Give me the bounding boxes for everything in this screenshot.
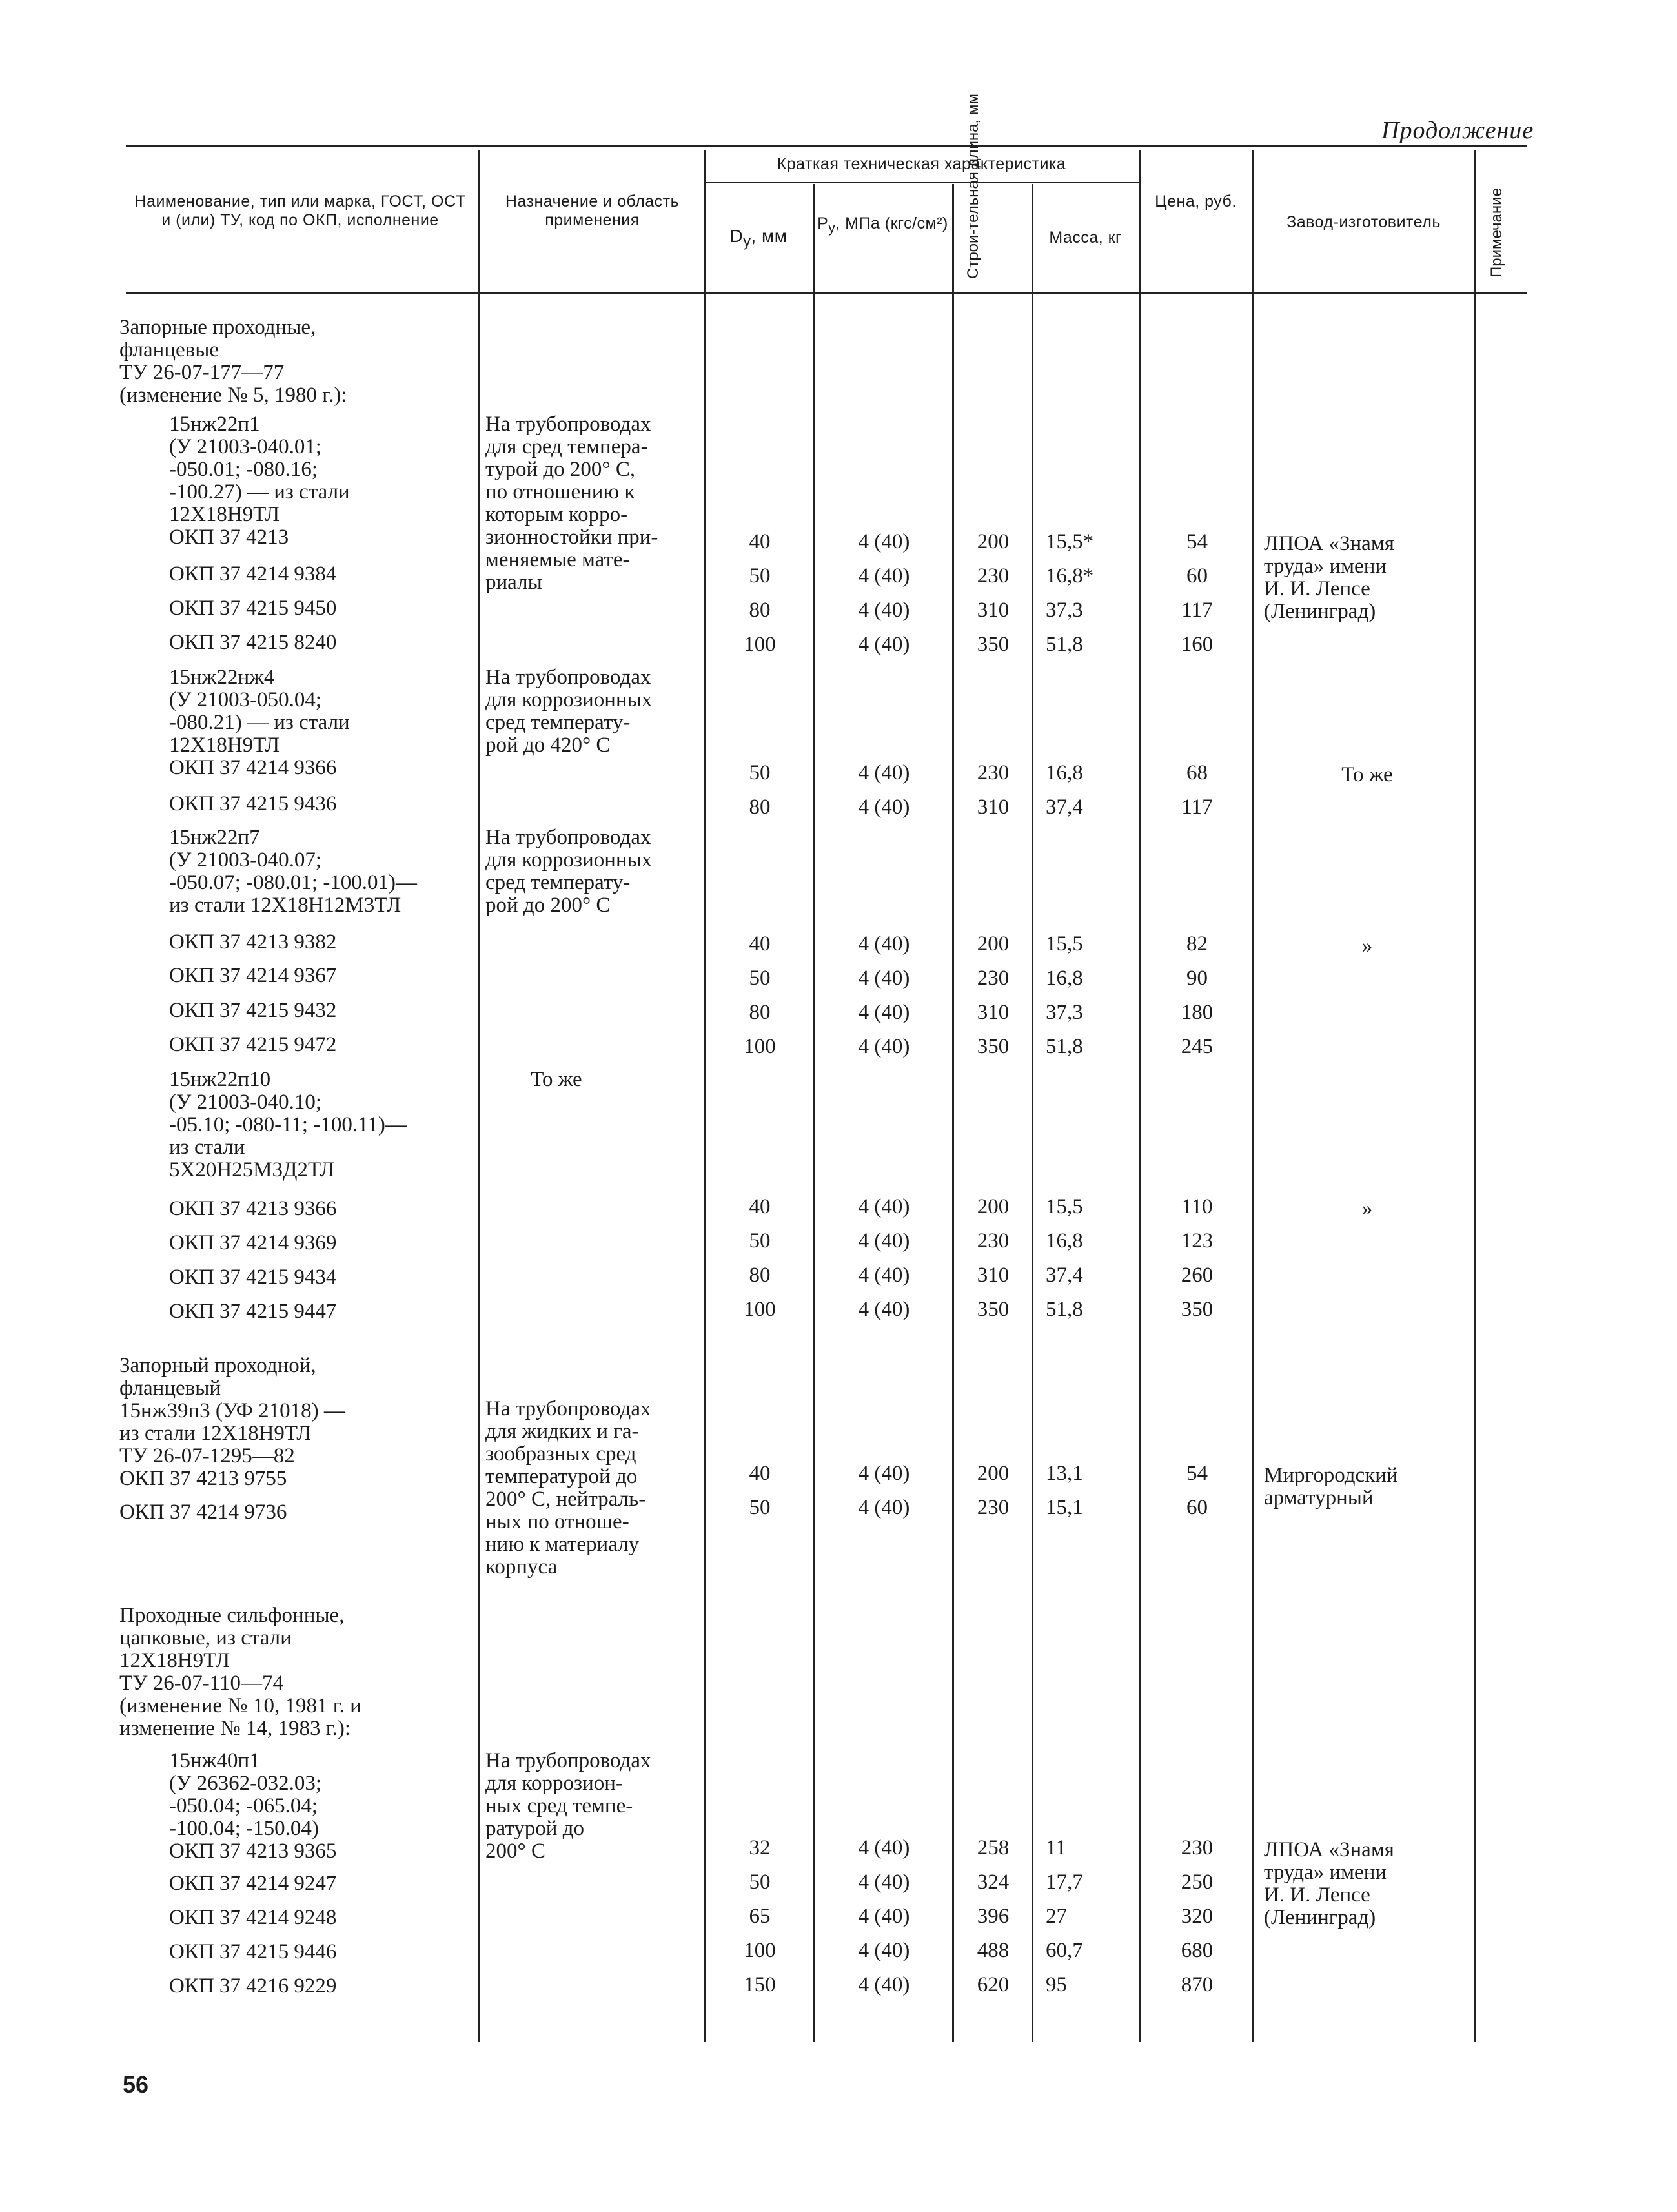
header-note: Примечание: [1488, 188, 1505, 278]
col-divider: [1252, 150, 1254, 2042]
cell-dy: 50: [749, 761, 771, 784]
cell-price: 110: [1181, 1195, 1213, 1218]
cell-length: 324: [977, 1870, 1010, 1894]
item-name: 15нж22нж4 (У 21003-050.04; -080.21) — из стали 12Х18Н9ТЛ ОКП 37 4214 9366: [169, 666, 350, 779]
item-name: Проходные сильфонные, цапковые, из стали 12Х18Н9ТЛ ТУ 26-07-110—74 (изменение № 10, 1981 г. и изменение № 14, 1983 г.):: [119, 1604, 361, 1740]
item-name: ОКП 37 4214 9384: [169, 562, 337, 586]
item-name: 15нж22п10 (У 21003-040.10; -05.10; -080-11; -100.11)— из стали 5Х20Н25М3Д2ТЛ: [169, 1068, 407, 1182]
cell-mass: 17,7: [1046, 1870, 1083, 1894]
cell-mass: 11: [1046, 1836, 1066, 1859]
item-plant: ЛПОА «Знамя труда» имени И. И. Лепсе (Ленинград): [1264, 532, 1394, 623]
cell-length: 200: [977, 1462, 1010, 1485]
cell-length: 310: [977, 599, 1010, 622]
item-name: ОКП 37 4215 8240: [169, 631, 337, 654]
item-name: ОКП 37 4216 9229: [169, 1974, 337, 1998]
cell-py: 4 (40): [858, 1229, 910, 1253]
cell-dy: 80: [749, 795, 771, 819]
cell-price: 90: [1186, 967, 1208, 990]
cell-length: 200: [977, 530, 1010, 553]
cell-py: 4 (40): [858, 599, 910, 622]
cell-py: 4 (40): [858, 1195, 910, 1218]
cell-mass: 16,8: [1046, 761, 1083, 784]
cell-mass: 16,8: [1046, 1229, 1083, 1253]
cell-mass: 51,8: [1046, 1298, 1083, 1321]
item-purpose: На трубопроводах для сред темпера- турой до 200° С, по отношению к которым корро- зионностойки при- меняемые мате- риалы: [485, 413, 658, 594]
cell-py: 4 (40): [858, 1298, 910, 1321]
item-name: ОКП 37 4215 9447: [169, 1300, 337, 1323]
cell-length: 350: [977, 1298, 1010, 1321]
cell-length: 230: [977, 761, 1010, 784]
cell-dy: 50: [749, 564, 771, 588]
cell-price: 60: [1186, 564, 1208, 588]
cell-price: 870: [1181, 1973, 1214, 1996]
item-name: 15нж40п1 (У 26362-032.03; -050.04; -065.04; -100.04; -150.04) ОКП 37 4213 9365: [169, 1749, 337, 1863]
col-divider: [1139, 150, 1141, 2042]
cell-price: 260: [1181, 1264, 1214, 1287]
cell-dy: 100: [744, 1298, 776, 1321]
cell-dy: 150: [744, 1973, 776, 1996]
cell-length: 488: [977, 1939, 1010, 1962]
item-name: ОКП 37 4214 9247: [169, 1872, 337, 1895]
cell-length: 350: [977, 1035, 1010, 1058]
cell-length: 230: [977, 1229, 1010, 1253]
item-name: ОКП 37 4214 9369: [169, 1231, 337, 1254]
cell-py: 4 (40): [858, 795, 910, 819]
cell-py: 4 (40): [858, 530, 910, 553]
col-divider: [813, 184, 815, 2042]
header-tech: Краткая техническая характеристика: [777, 155, 1066, 173]
cell-mass: 13,1: [1046, 1462, 1083, 1485]
continuation-label: Продолжение: [1381, 117, 1534, 144]
item-name: ОКП 37 4215 9446: [169, 1940, 337, 1963]
header-plant: Завод-изготовитель: [1286, 213, 1441, 231]
cell-price: 60: [1186, 1496, 1208, 1519]
cell-price: 320: [1181, 1905, 1214, 1928]
item-plant: »: [1361, 934, 1373, 958]
cell-price: 117: [1181, 795, 1213, 819]
header-length: Строи-тельная длина, мм: [964, 94, 982, 279]
cell-dy: 50: [749, 1870, 771, 1894]
col-divider: [478, 150, 480, 2042]
cell-py: 4 (40): [858, 1836, 910, 1859]
cell-dy: 32: [749, 1836, 771, 1859]
item-name: ОКП 37 4215 9434: [169, 1265, 337, 1289]
cell-price: 180: [1181, 1001, 1214, 1024]
cell-price: 123: [1181, 1229, 1214, 1253]
cell-length: 258: [977, 1836, 1010, 1859]
item-name: ОКП 37 4215 9450: [169, 597, 337, 620]
item-plant: То же: [1341, 763, 1393, 786]
cell-py: 4 (40): [858, 1035, 910, 1058]
cell-dy: 40: [749, 932, 771, 956]
item-purpose: На трубопроводах для коррозионных сред температу- рой до 420° С: [485, 666, 653, 757]
item-name: 15нж22п1 (У 21003-040.01; -050.01; -080.16; -100.27) — из стали 12Х18Н9ТЛ ОКП 37 4213: [169, 413, 350, 549]
cell-length: 350: [977, 633, 1010, 656]
table-top-rule: [126, 145, 1527, 147]
cell-price: 68: [1186, 761, 1208, 784]
cell-price: 54: [1186, 1462, 1208, 1485]
page-number: 56: [123, 2071, 149, 2098]
cell-price: 230: [1181, 1836, 1214, 1859]
cell-dy: 80: [749, 1001, 771, 1024]
cell-mass: 27: [1046, 1905, 1067, 1928]
cell-dy: 40: [749, 530, 771, 553]
cell-price: 160: [1181, 633, 1214, 656]
item-name: 15нж22п7 (У 21003-040.07; -050.07; -080.01; -100.01)— из стали 12Х18Н12М3ТЛ: [169, 826, 418, 917]
cell-dy: 65: [749, 1905, 771, 1928]
item-purpose: На трубопроводах для жидких и га- зообразных сред температурой до 200° С, нейтраль- ных по отноше- нию к материалу корпуса: [485, 1397, 651, 1579]
cell-length: 230: [977, 1496, 1010, 1519]
cell-dy: 50: [749, 1496, 771, 1519]
header-py: $P_у$, МПа (кгс/см²): [817, 214, 948, 236]
cell-py: 4 (40): [858, 633, 910, 656]
cell-mass: 51,8: [1046, 633, 1083, 656]
col-divider: [952, 184, 954, 2042]
header-purpose: Назначение и область применения: [505, 192, 680, 229]
cell-py: 4 (40): [858, 1870, 910, 1894]
cell-dy: 50: [749, 1229, 771, 1253]
cell-dy: 100: [744, 1035, 776, 1058]
item-name: Запорные проходные, фланцевые ТУ 26-07-177—77 (изменение № 5, 1980 г.):: [119, 316, 347, 407]
cell-length: 200: [977, 932, 1010, 956]
cell-py: 4 (40): [858, 1264, 910, 1287]
item-name: ОКП 37 4215 9472: [169, 1033, 337, 1056]
cell-length: 310: [977, 1264, 1010, 1287]
cell-dy: 50: [749, 967, 771, 990]
cell-price: 54: [1186, 530, 1208, 553]
col-divider: [1474, 150, 1476, 2042]
item-name: Запорный проходной, фланцевый 15нж39п3 (УФ 21018) — из стали 12Х18Н9ТЛ ТУ 26-07-1295—82 ОКП 37 4213 9755: [119, 1354, 345, 1490]
cell-py: 4 (40): [858, 1939, 910, 1962]
header-mass: Масса, кг: [1049, 229, 1122, 247]
item-name: ОКП 37 4213 9366: [169, 1197, 337, 1220]
item-name: ОКП 37 4213 9382: [169, 930, 337, 954]
item-purpose: На трубопроводах для коррозионных сред температу- рой до 200° С: [485, 826, 653, 917]
cell-dy: 40: [749, 1462, 771, 1485]
header-price: Цена, руб.: [1155, 192, 1237, 210]
cell-mass: 37,4: [1046, 795, 1083, 819]
cell-mass: 37,4: [1046, 1264, 1083, 1287]
cell-mass: 51,8: [1046, 1035, 1083, 1058]
item-plant: Миргородский арматурный: [1264, 1464, 1398, 1510]
cell-mass: 15,1: [1046, 1496, 1083, 1519]
cell-py: 4 (40): [858, 1905, 910, 1928]
item-name: ОКП 37 4214 9248: [169, 1906, 337, 1929]
item-name: ОКП 37 4214 9736: [119, 1500, 287, 1524]
header-bottom-rule: [126, 292, 1527, 294]
cell-py: 4 (40): [858, 564, 910, 588]
cell-mass: 95: [1046, 1973, 1067, 1996]
cell-mass: 60,7: [1046, 1939, 1083, 1962]
cell-mass: 15,5: [1046, 1195, 1083, 1218]
cell-dy: 80: [749, 1264, 771, 1287]
cell-length: 310: [977, 1001, 1010, 1024]
cell-py: 4 (40): [858, 761, 910, 784]
cell-mass: 16,8: [1046, 967, 1083, 990]
cell-length: 200: [977, 1195, 1010, 1218]
cell-dy: 80: [749, 599, 771, 622]
cell-length: 620: [977, 1973, 1010, 1996]
cell-mass: 15,5: [1046, 932, 1083, 956]
cell-length: 396: [977, 1905, 1010, 1928]
item-plant: »: [1361, 1197, 1373, 1220]
tech-sub-rule: [704, 182, 1139, 183]
item-name: ОКП 37 4215 9432: [169, 999, 337, 1022]
cell-mass: 16,8*: [1046, 564, 1094, 588]
cell-price: 350: [1181, 1298, 1214, 1321]
item-purpose: То же: [531, 1068, 582, 1091]
cell-dy: 100: [744, 1939, 776, 1962]
cell-length: 230: [977, 564, 1010, 588]
item-name: ОКП 37 4215 9436: [169, 792, 337, 815]
cell-py: 4 (40): [858, 1001, 910, 1024]
cell-mass: 37,3: [1046, 599, 1083, 622]
header-name: Наименование, тип или марка, ГОСТ, ОСТ и (или) ТУ, код по ОКП, исполнение: [134, 192, 466, 229]
cell-dy: 100: [744, 633, 776, 656]
header-dy: $D_у$, мм: [729, 226, 788, 250]
cell-price: 82: [1186, 932, 1208, 956]
cell-price: 250: [1181, 1870, 1214, 1894]
item-name: ОКП 37 4214 9367: [169, 964, 337, 987]
col-divider: [1032, 184, 1033, 2042]
cell-py: 4 (40): [858, 967, 910, 990]
cell-length: 310: [977, 795, 1010, 819]
col-divider: [704, 150, 706, 2042]
cell-price: 117: [1181, 599, 1213, 622]
cell-mass: 15,5*: [1046, 530, 1094, 553]
cell-py: 4 (40): [858, 1973, 910, 1996]
cell-py: 4 (40): [858, 1496, 910, 1519]
cell-dy: 40: [749, 1195, 771, 1218]
item-plant: ЛПОА «Знамя труда» имени И. И. Лепсе (Ленинград): [1264, 1838, 1394, 1929]
cell-py: 4 (40): [858, 1462, 910, 1485]
item-purpose: На трубопроводах для коррозион- ных сред темпе- ратурой до 200° С: [485, 1749, 651, 1863]
cell-mass: 37,3: [1046, 1001, 1083, 1024]
cell-price: 680: [1181, 1939, 1214, 1962]
cell-length: 230: [977, 967, 1010, 990]
cell-price: 245: [1181, 1035, 1214, 1058]
cell-py: 4 (40): [858, 932, 910, 956]
